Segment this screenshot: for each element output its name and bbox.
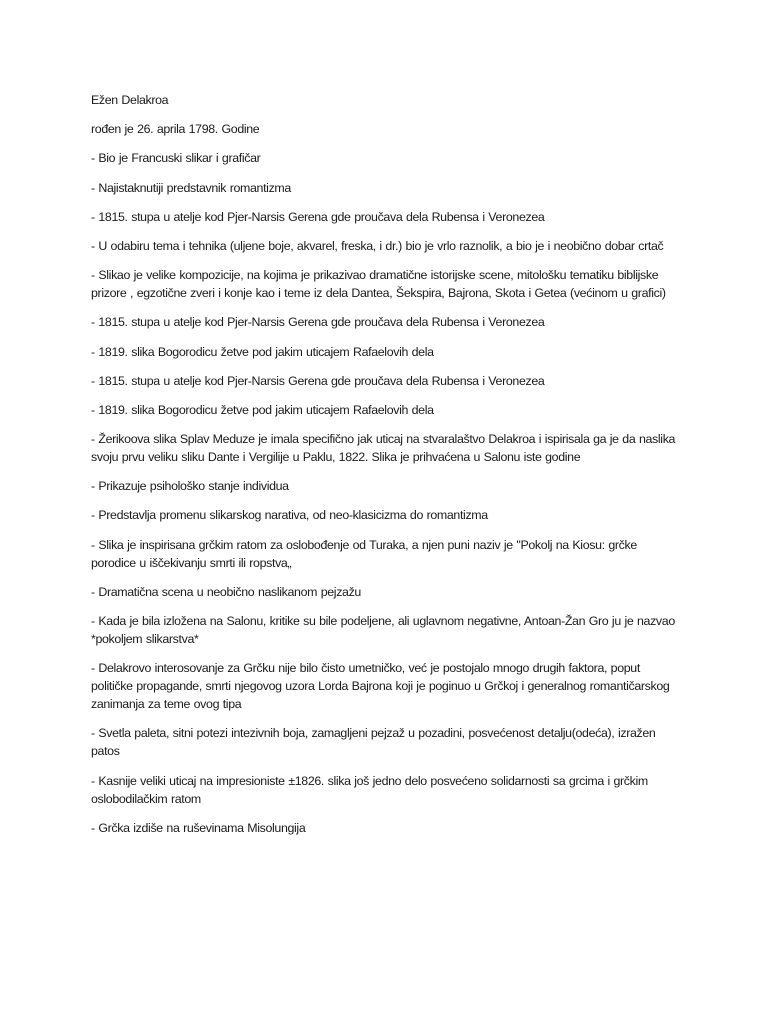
paragraph: - 1815. stupa u atelje kod Pjer-Narsis Gerena gde proučava dela Rubensa i Veronezea <box>91 315 545 330</box>
paragraph: - 1815. stupa u atelje kod Pjer-Narsis Gerena gde proučava dela Rubensa i Veronezea <box>91 209 545 224</box>
paragraph: - 1819. slika Bogorodicu žetve pod jakim uticajem Rafaelovih dela <box>91 402 434 417</box>
paragraph: - U odabiru tema i tehnika (uljene boje, akvarel, freska, i dr.) bio je vrlo raznolik, a bio je i neobično dobar crtač <box>91 238 664 253</box>
paragraph: - Predstavlja promenu slikarskog narativa, od neo-klasicizma do romantizma <box>91 508 488 523</box>
paragraph: - 1819. slika Bogorodicu žetve pod jakim uticajem Rafaelovih dela <box>91 344 434 359</box>
paragraph: - Kasnije veliki uticaj na impresioniste ±1826. slika još jedno delo posvećeno solidarnosti sa grcima i grčkim oslobodilačkim ratom <box>91 773 648 806</box>
paragraph: rođen je 26. aprila 1798. Godine <box>91 122 260 137</box>
paragraph: - Svetla paleta, sitni potezi intezivnih boja, zamagljeni pejzaž u pozadini, posvećenost detalju(odeća), izražen patos <box>91 726 656 759</box>
paragraph: - Grčka izdiše na ruševinama Misolungija <box>91 820 306 835</box>
document-page <box>91 91 676 848</box>
paragraph: - Delakrovo interosovanje za Grčku nije bilo čisto umetničko, već je postojalo mnogo drugih faktora, poput političke propagande, smrti njegovog uzora Lorda Bajrona koji je poginuo u Grčkoj i generalnog romantičarskog zanimanja za teme ovog tipa <box>91 661 670 712</box>
paragraph: - Dramatična scena u neobično naslikanom pejzažu <box>91 584 361 599</box>
paragraph: - Žerikoova slika Splav Meduze je imala specifično jak uticaj na stvaralaštvo Delakroa i ispirisala ga je da naslika svoju prvu veliku sliku Dante i Vergilije u Paklu, 1822. Slika je prihvaćena u Salonu iste godine <box>91 432 676 465</box>
paragraph: - Najistaknutiji predstavnik romantizma <box>91 180 291 195</box>
paragraph: - 1815. stupa u atelje kod Pjer-Narsis Gerena gde proučava dela Rubensa i Veronezea <box>91 373 545 388</box>
paragraph: - Bio je Francuski slikar i grafičar <box>91 151 261 166</box>
paragraph: - Prikazuje psihološko stanje individua <box>91 479 289 494</box>
paragraph: - Slikao je velike kompozicije, na kojima je prikazivao dramatične istorijske scene, mitološku tematiku biblijske prizore , egzotične zveri i konje kao i teme iz dela Dantea, Šekspira, Bajrona, Skota i Getea (većinom u grafici) <box>91 268 666 301</box>
document-title: Ežen Delakroa <box>91 93 169 107</box>
paragraph: - Kada je bila izložena na Salonu, kritike su bile podeljene, ali uglavnom negativne, Antoan-Žan Gro ju je nazvao *pokoljem slikarstva* <box>91 614 675 646</box>
paragraph: - Slika je inspirisana grčkim ratom za oslobođenje od Turaka, a njen puni naziv je "Pokolj na Kiosu: grčke porodice u iščekivanju smrti ili ropstva„ <box>91 537 637 570</box>
